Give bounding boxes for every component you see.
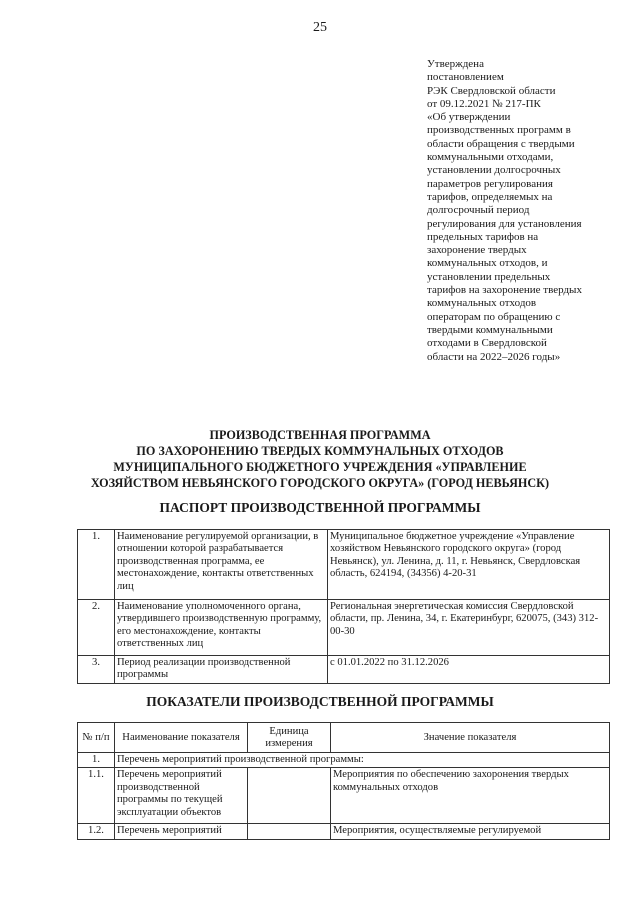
row-label: Период реализации производственной программы	[115, 656, 328, 684]
row-number: 1.	[78, 753, 115, 768]
row-unit	[248, 824, 331, 839]
approval-block	[427, 58, 627, 364]
approval-line: постановлением	[427, 71, 504, 84]
row-number: 1.	[78, 530, 115, 600]
approval-line: тарифов на захоронение твердых	[427, 284, 582, 297]
program-title-line: ПРОИЗВОДСТВЕННАЯ ПРОГРАММА	[209, 428, 431, 442]
approval-line: регулирования для установления	[427, 217, 582, 230]
approval-line: области на 2022–2026 годы»	[427, 350, 561, 363]
passport-table	[77, 529, 610, 684]
table-header-row	[78, 723, 610, 753]
approval-line: Утверждена	[427, 58, 484, 70]
row-value: Муниципальное бюджетное учреждение «Управление хозяйством Невьянского городского округа» (город Невьянск), ул. Ленина, д. 11, г. Невьянск, Свердловская область, 624194, (34356) 4-20-31	[328, 530, 610, 600]
header-unit: Единица измерения	[248, 723, 331, 753]
row-number: 1.2.	[78, 824, 115, 839]
row-value: Региональная энергетическая комиссия Свердловской области, пр. Ленина, 34, г. Екатеринбург, 620075, (343) 312-00-30	[328, 600, 610, 656]
header-name: Наименование показателя	[115, 723, 248, 753]
approval-line: коммунальных отходов	[427, 297, 537, 310]
approval-line: «Об утверждении	[427, 111, 511, 124]
row-label: Наименование уполномоченного органа, утвердившего производственную программу, его местонахождение, контакты ответственных лиц	[115, 600, 328, 656]
table-row	[78, 600, 610, 656]
approval-line: параметров регулирования	[427, 177, 553, 190]
approval-line: установлении долгосрочных	[427, 164, 561, 177]
approval-line: области обращения с твердыми	[427, 137, 575, 150]
row-number: 1.1.	[78, 768, 115, 824]
approval-line: операторам по обращению с	[427, 310, 561, 323]
program-title-line: МУНИЦИПАЛЬНОГО БЮДЖЕТНОГО УЧРЕЖДЕНИЯ «УПРАВЛЕНИЕ	[113, 460, 527, 474]
header-num: № п/п	[78, 723, 115, 753]
header-value: Значение показателя	[331, 723, 610, 753]
approval-line: долгосрочный период	[427, 204, 530, 217]
row-label: Наименование регулируемой организации, в отношении которой разрабатывается производственная программа, ее местонахождение, контакты ответственных лиц	[115, 530, 328, 600]
page-number: 25	[313, 20, 327, 35]
approval-line: коммунальных отходов, и	[427, 257, 548, 270]
row-number: 2.	[78, 600, 115, 656]
table-row	[78, 530, 610, 600]
program-title-line: ХОЗЯЙСТВОМ НЕВЬЯНСКОГО ГОРОДСКОГО ОКРУГА» (ГОРОД НЕВЬЯНСК)	[90, 476, 550, 490]
table-row	[78, 824, 610, 839]
row-label: Перечень мероприятий производственной программы по текущей эксплуатации объектов	[115, 768, 248, 824]
approval-line: производственных программ в	[427, 124, 571, 137]
row-value: с 01.01.2022 по 31.12.2026	[328, 656, 610, 684]
program-title	[60, 427, 580, 491]
indicators-table	[77, 722, 610, 840]
table-row	[78, 753, 610, 768]
indicators-title: ПОКАЗАТЕЛИ ПРОИЗВОДСТВЕННОЙ ПРОГРАММЫ	[146, 694, 494, 709]
approval-line: коммунальными отходами,	[427, 151, 554, 164]
approval-line: РЭК Свердловской области	[427, 84, 556, 97]
program-title-line: ПО ЗАХОРОНЕНИЮ ТВЕРДЫХ КОММУНАЛЬНЫХ ОТХОДОВ	[136, 444, 504, 458]
approval-line: твердыми коммунальными	[427, 323, 553, 336]
row-label: Перечень мероприятий	[115, 824, 248, 839]
table-row	[78, 656, 610, 684]
row-value: Мероприятия, осуществляемые регулируемой	[331, 824, 610, 839]
approval-line: отходами в Свердловской	[427, 337, 547, 350]
approval-line: предельных тарифов на	[427, 230, 539, 243]
row-value: Мероприятия по обеспечению захоронения твердых коммунальных отходов	[331, 768, 610, 824]
section-label: Перечень мероприятий производственной программы:	[115, 753, 610, 768]
row-number: 3.	[78, 656, 115, 684]
row-unit	[248, 768, 331, 824]
approval-line: тарифов, определяемых на	[427, 190, 553, 203]
passport-title: ПАСПОРТ ПРОИЗВОДСТВЕННОЙ ПРОГРАММЫ	[159, 500, 481, 515]
table-row	[78, 768, 610, 824]
approval-line: установлении предельных	[427, 270, 551, 283]
approval-line: от 09.12.2021 № 217-ПК	[427, 97, 541, 110]
approval-line: захоронение твердых	[427, 244, 527, 257]
